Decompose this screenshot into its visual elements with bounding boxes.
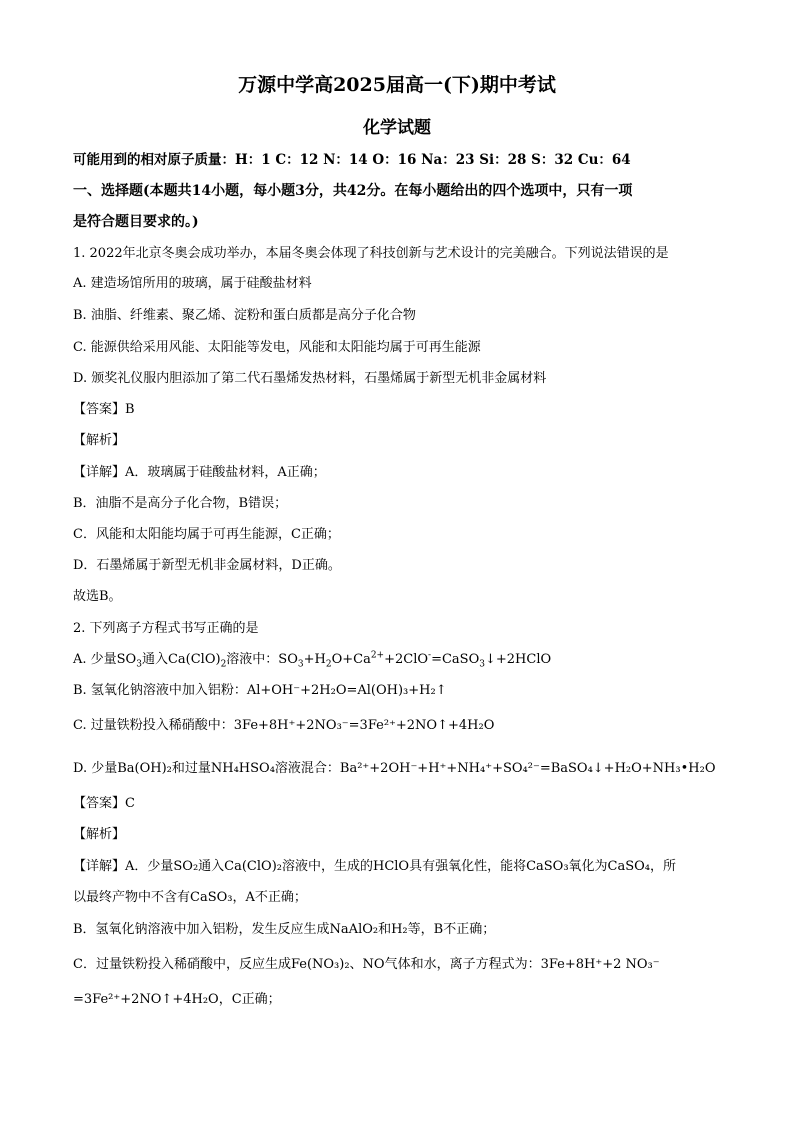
q2-option-a-text2: 通入Ca(ClO)	[141, 652, 221, 667]
q2-stem: 2. 下列离子方程式书写正确的是	[73, 621, 259, 636]
q2-option-c: C. 过量铁粉投入稀硝酸中：3Fe+8H⁺+2NO₃⁻=3Fe²⁺+2NO↑+4H₂O	[73, 718, 495, 733]
q2-answer: 【答案】C	[73, 796, 135, 811]
q1-stem: 1. 2022年北京冬奥会成功举办，本届冬奥会体现了科技创新与艺术设计的完美融合。下列说法错误的是	[73, 246, 669, 261]
q2-option-a-text6: +2ClO	[384, 652, 429, 667]
q2-option-d: D. 少量Ba(OH)₂和过量NH₄HSO₄溶液混合：Ba²⁺+2OH⁻+H⁺+NH₄⁺+SO₄²⁻=BaSO₄↓+H₂O+NH₃•H₂O	[73, 761, 716, 776]
q2-detail-5: =3Fe²⁺+2NO↑+4H₂O，C正确；	[73, 992, 281, 1007]
q1-detail-4: D．石墨烯属于新型无机非金属材料，D正确。	[73, 558, 341, 573]
q1-detail-2: B．油脂不是高分子化合物，B错误；	[73, 496, 288, 511]
q2-option-a-sub3: 3	[297, 659, 304, 670]
q2-analysis-label: 【解析】	[73, 827, 126, 842]
section-heading-line1: 一、选择题(本题共14小题，每小题3分，共42分。在每小题给出的四个选项中，只有一项	[73, 183, 633, 199]
exam-title: 万源中学高2025届高一(下)期中考试	[238, 74, 556, 96]
q2-option-a-sub5: 3	[479, 659, 485, 670]
q2-option-a-text5: O+Ca	[331, 652, 371, 667]
q2-option-a-text1: A. 少量SO	[73, 652, 137, 667]
q1-detail-3: C．风能和太阳能均属于可再生能源，C正确；	[73, 527, 340, 542]
q2-option-a-sub1: 3	[136, 659, 142, 670]
q2-option-a-text3: 溶液中：SO	[226, 652, 298, 667]
q1-analysis-label: 【解析】	[73, 433, 126, 448]
atomic-masses: 可能用到的相对原子质量：H：1 C：12 N：14 O：16 Na：23 Si：28 S：32 Cu：64	[73, 152, 631, 168]
q2-option-a-sup1: 2+	[370, 650, 385, 661]
q1-option-b: B. 油脂、纤维素、聚乙烯、淀粉和蛋白质都是高分子化合物	[73, 308, 416, 323]
q2-option-a	[73, 651, 551, 669]
q2-detail-2: 以最终产物中不含有CaSO₃，A不正确；	[73, 890, 307, 905]
section-heading-line2: 是符合题目要求的。)	[73, 214, 199, 230]
q2-detail-3: B．氢氧化钠溶液中加入铝粉，发生反应生成NaAlO₂和H₂等，B不正确；	[73, 922, 496, 937]
q2-option-a-sub2: 2	[220, 659, 227, 670]
q1-answer: 【答案】B	[73, 402, 135, 417]
q1-option-d: D. 颁奖礼仪服内胆添加了第二代石墨烯发热材料，石墨烯属于新型无机非金属材料	[73, 371, 547, 386]
exam-subtitle: 化学试题	[363, 118, 431, 138]
q2-option-a-text7: =CaSO	[431, 652, 480, 667]
q2-option-a-sup2: -	[428, 650, 432, 661]
q1-option-c: C. 能源供给采用风能、太阳能等发电，风能和太阳能均属于可再生能源	[73, 340, 481, 355]
q2-detail-1: 【详解】A．少量SO₂通入Ca(ClO)₂溶液中，生成的HClO具有强氧化性，能将CaSO₃氧化为CaSO₄，所	[73, 859, 677, 874]
q2-option-a-sub4: 2	[325, 659, 332, 670]
q2-detail-4: C．过量铁粉投入稀硝酸中，反应生成Fe(NO₃)₂、NO气体和水，离子方程式为：3Fe+8H⁺+2 NO₃⁻	[73, 957, 660, 972]
q2-option-a-text8: ↓+2HClO	[484, 652, 552, 667]
q1-conclusion: 故选B。	[73, 589, 122, 604]
q1-option-a: A. 建造场馆所用的玻璃，属于硅酸盐材料	[73, 276, 312, 291]
q2-option-b: B. 氢氧化钠溶液中加入铝粉：Al+OH⁻+2H₂O=Al(OH)₃+H₂↑	[73, 683, 447, 698]
q1-detail-1: 【详解】A．玻璃属于硅酸盐材料，A正确；	[73, 465, 326, 480]
q2-option-a-text4: +H	[303, 652, 326, 667]
